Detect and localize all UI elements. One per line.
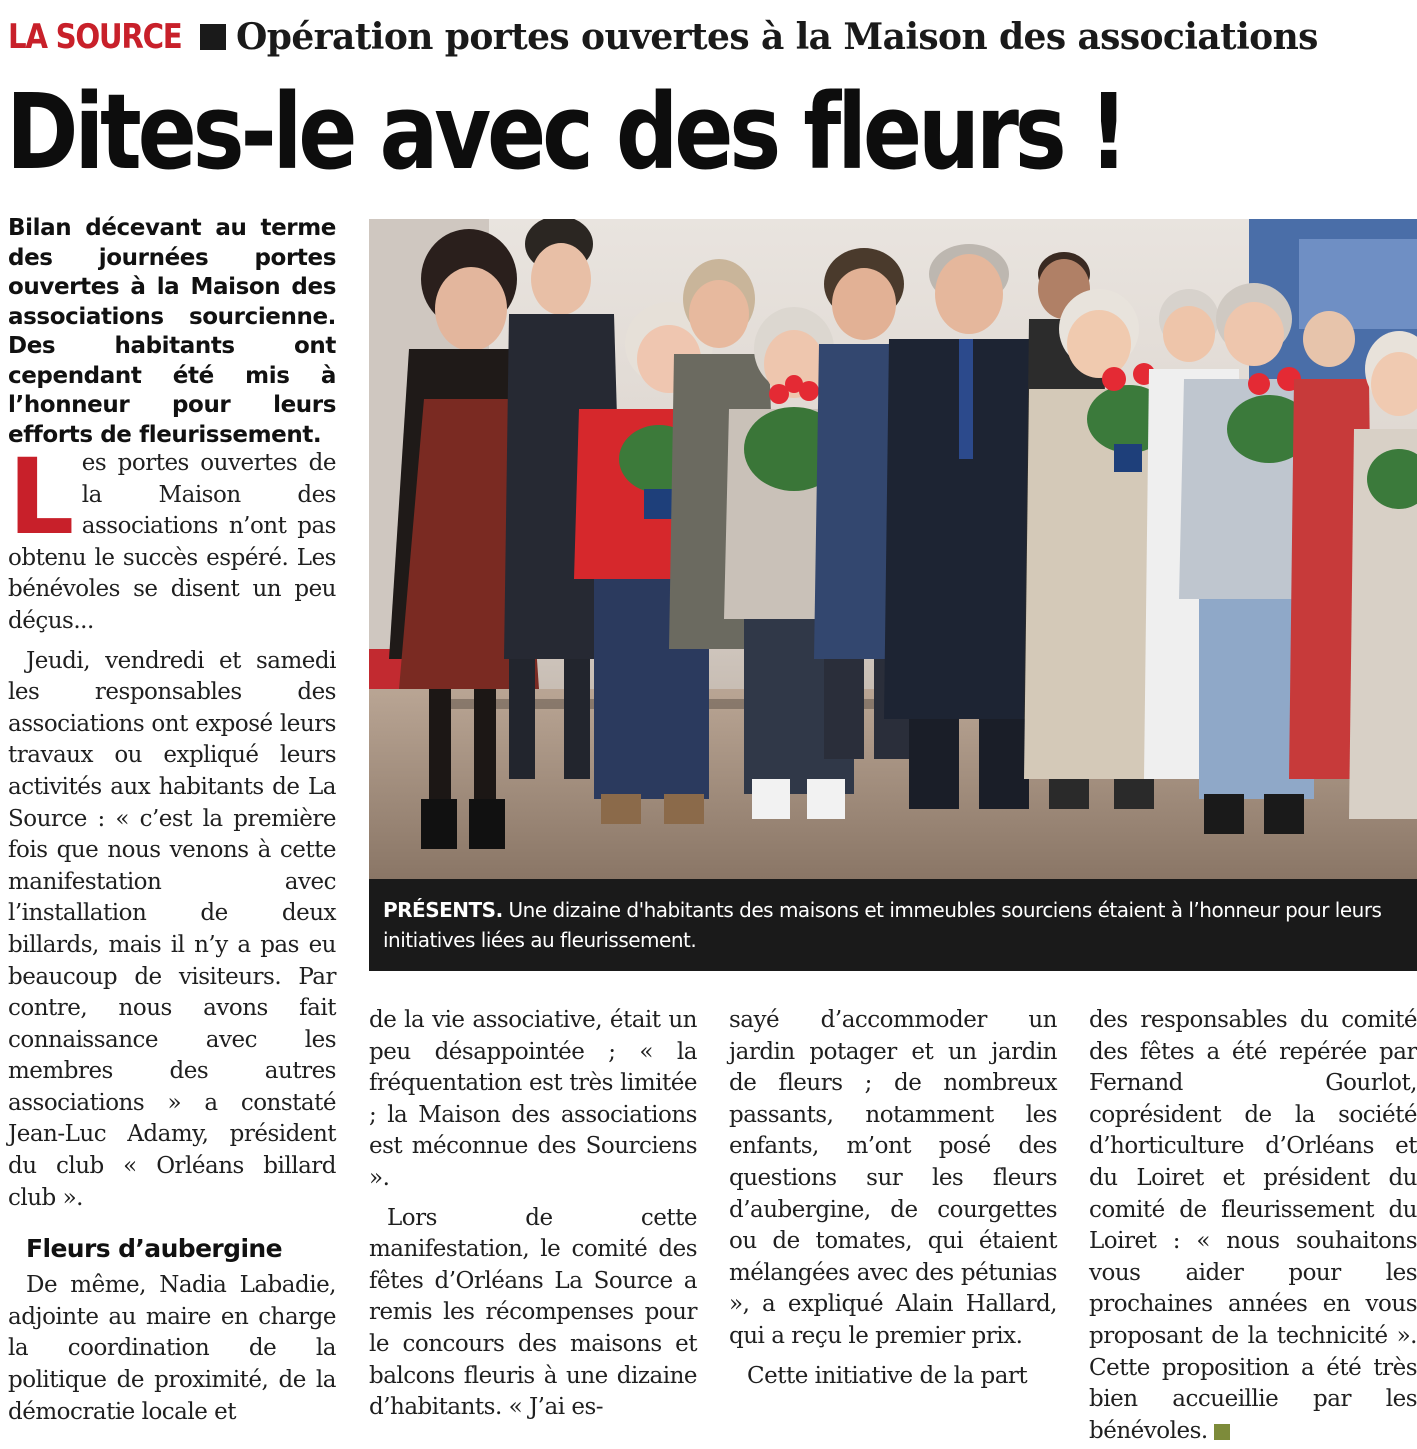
paragraph: sayé d’accommoder un jardin potager et un jardin de fleurs ; de nombreux passants, notamment les enfants, m’ont posé des questions sur les fleurs d’aubergine, de courgettes ou de tomates, qui étaient mélangées avec des pétunias », a expliqué Alain Hallard, qui a reçu le premier prix. xyxy=(729,1007,1057,1349)
paragraph xyxy=(1089,1005,1417,1447)
paragraph-text: es portes ouvertes de la Maison des associations n’ont pas obtenu le succès espéré. Les bénévoles se disent un peu déçus... xyxy=(8,450,336,634)
photo-block xyxy=(369,219,1417,971)
paragraph: Jeudi, vendredi et samedi les responsables des associations ont exposé leurs travaux ou expliqué leurs activités aux habitants de La Source : « c’est la première fois que nous venons à cette manifestation avec l’installation de deux billards, mais il n’y a pas eu beaucoup de visiteurs. Par contre, nous avons fait connaissance avec les membres des autres associations » a constaté Jean-Luc Adamy, président du club « Orléans billard club ». xyxy=(8,647,336,1211)
rubric-label: LA SOURCE xyxy=(8,17,182,57)
paragraph-text: des responsables du comité des fêtes a été repérée par Fernand Gourlot, coprésident de la société d’horticulture d’Orléans et du Loiret et président du comité de fleurissement du Loiret : « nous souhaitons vous aider pour les prochaines années en vous proposant de la technicité ». Cette proposition a été très bien accueillie par les bénévoles. xyxy=(1089,1007,1417,1444)
paragraph: de la vie associative, était un peu désappointée ; « la fréquentation est très limitée ; la Maison des associations est méconnue des Sourciens ». xyxy=(369,1007,697,1191)
article-column-1 xyxy=(8,436,336,1428)
paragraph: De même, Nadia Labadie, adjointe au maire en charge la coordination de la politique de proximité, de la démocratie locale et xyxy=(8,1272,336,1425)
article-standfirst: Bilan décevant au terme des journées portes ouvertes à la Maison des associations sourcienne. Des habitants ont cependant été mis à l’honneur pour leurs efforts de fleurissement. xyxy=(8,215,336,448)
group-photo xyxy=(369,219,1417,879)
end-of-article-icon xyxy=(1214,1424,1230,1440)
kicker-square-icon xyxy=(200,24,226,50)
caption-text: Une dizaine d'habitants des maisons et immeubles sourciens étaient à l’honneur pour leurs initiatives liées au fleurissement. xyxy=(383,898,1382,952)
intertitle: Fleurs d’aubergine xyxy=(26,1234,282,1264)
caption-label: PRÉSENTS. xyxy=(383,898,503,922)
paragraph: Cette initiative de la part xyxy=(747,1362,1028,1389)
kicker xyxy=(8,12,1318,62)
article-column-2 xyxy=(369,1005,697,1424)
drop-cap: L xyxy=(8,436,74,558)
kicker-subtitle: Opération portes ouvertes à la Maison des associations xyxy=(236,16,1318,58)
group-photo-illustration xyxy=(369,219,1417,879)
paragraph xyxy=(8,436,336,638)
article-column-3 xyxy=(729,1005,1057,1392)
photo-caption xyxy=(383,895,1407,955)
paragraph: Lors de cette manifestation, le comité des fêtes d’Orléans La Source a remis les récompenses pour le concours des maisons et balcons fleuris à une dizaine d’habitants. « J’ai es- xyxy=(369,1204,697,1421)
article-column-4 xyxy=(1089,1005,1417,1447)
article-headline: Dites-le avec des fleurs ! xyxy=(6,71,1125,193)
